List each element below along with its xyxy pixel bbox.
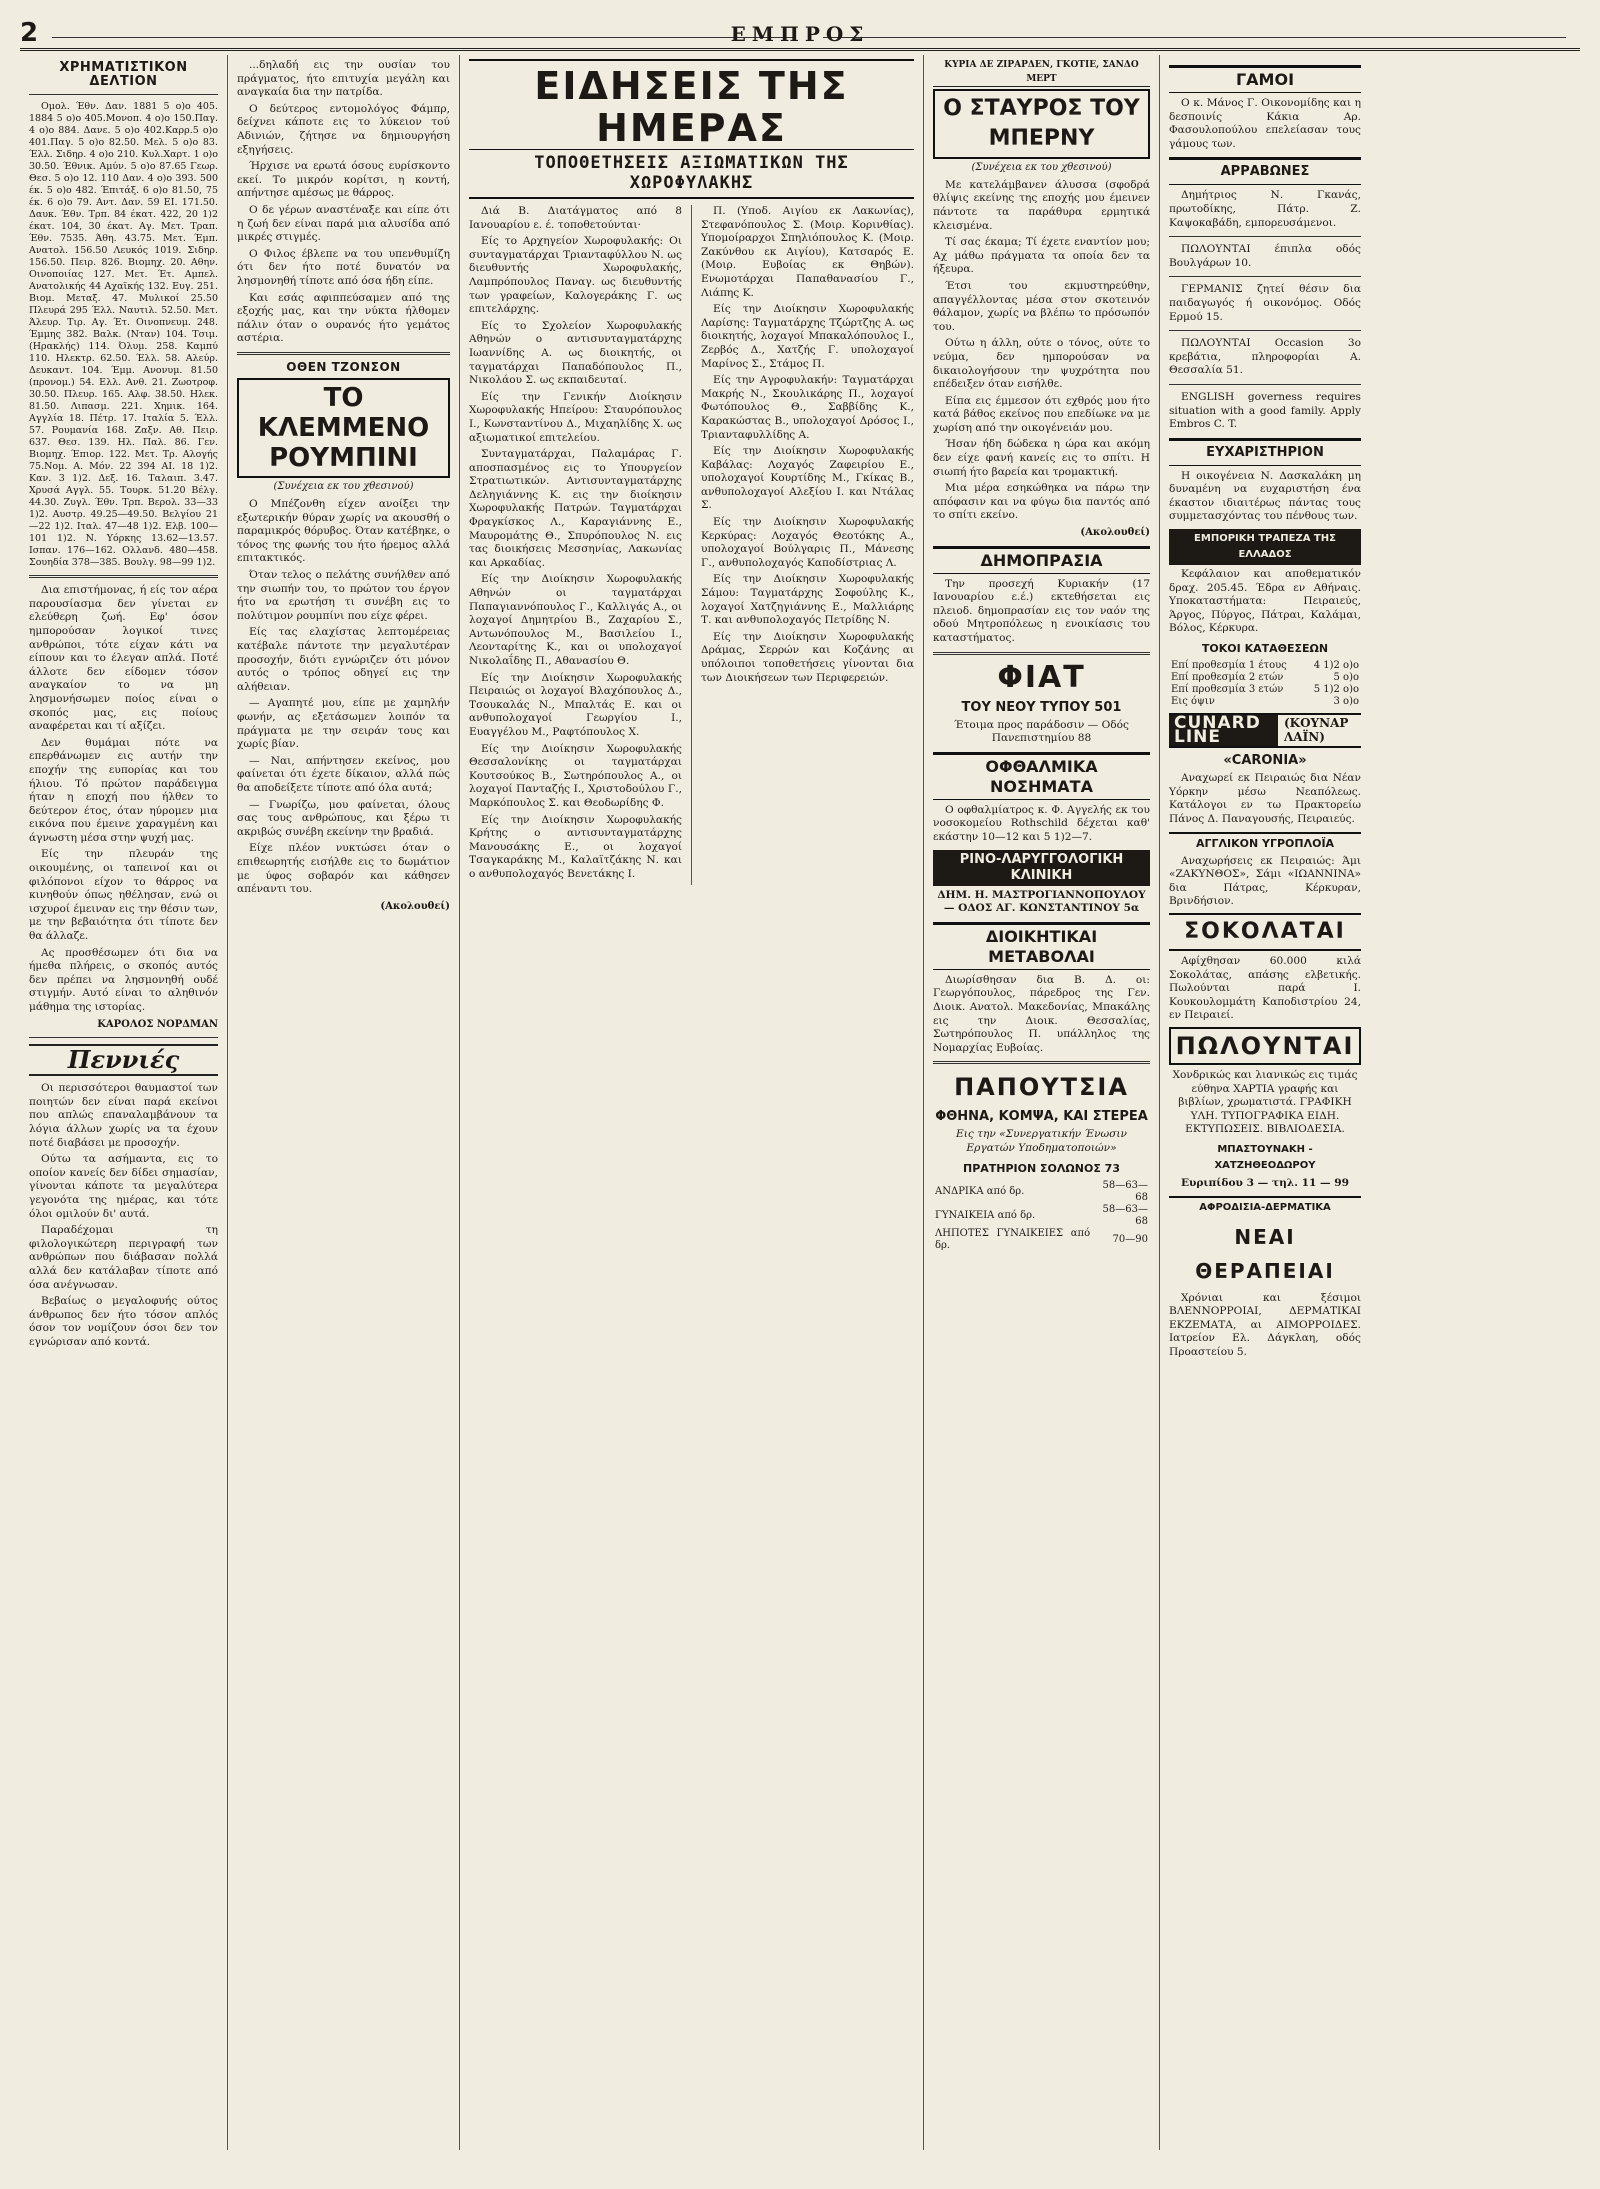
column-2: [228, 55, 460, 2150]
news-paragraph: Είς την Διοίκησιν Χωροφυλακής Δράμας, Σερρών και Κοζάνης αι υπόλοιποι τοποθετήσεις γίνονται δια των Διοικήσεων των Περιφερειών.: [701, 630, 914, 684]
news-paragraph: Είς την Γενικήν Διοίκησιν Χωροφυλακής Ηπείρου: Σταυρόπουλος Ι., Κωνσταντίνου Δ., Μιχαηλίδης Χ. ως αξιωματικοί επιτελείου.: [469, 390, 682, 444]
pennies-title: Πεννιές: [29, 1044, 218, 1076]
news-paragraph: Διά Β. Διατάγματος από 8 Ιανουαρίου ε. έ. τοποθετούνται·: [469, 205, 682, 231]
article-paragraph: Ο Φιλος έβλεπε να του υπενθυμίζη ότι δεν ήτο ποτέ δυνατόν να λησμονηθή τίποτε από όσα ήδη είπε.: [237, 247, 450, 287]
news-left-col: [469, 205, 692, 885]
rate-value: 5 1)2 ο)ο: [1313, 684, 1359, 696]
column-3-4: [460, 55, 924, 2150]
news-paragraph: Είς την Αγροφυλακήν: Ταγματάρχαι Μακρής Ν., Σκουλικάρης Π., λοχαγοί Φωτόπουλος Θ., Σαββίδης Κ., Καρακώστας Β., υπολοχαγοί Δρόσος Ι., Τριανταφυλλίδης Α.: [701, 374, 914, 441]
classified-ad: ENGLISH governess requires situation with a good family. Apply Embros C. T.: [1169, 390, 1361, 431]
price-value: 58—63—68: [1102, 1179, 1148, 1203]
serial-paragraph: Με κατελάμβανεν άλυσσα (σφοδρά θλίψις εκείνης της εποχής μου έμεινεν πάντοτε τα παράθυρα ερμητικά κλεισμένα.: [933, 178, 1150, 232]
news-right-col: [692, 205, 914, 885]
auction-title: ΔΗΜΟΠΡΑΣΙΑ: [933, 546, 1150, 574]
story-paragraph: — Γνωρίζω, μου φαίνεται, όλους σας τους ανθρώπους, και ξέρω τι ακριβώς συνέβη εκείνην την βραδιά.: [237, 798, 450, 838]
clinic-text: Χρόνιαι και ξέσιμοι ΒΛΕΝΝΟΡΡΟΙΑΙ, ΔΕΡΜΑΤΙΚΑΙ ΕΚΖΕΜΑΤΑ, αι ΑΙΜΟΡΡΟΙΔΕΣ. Ιατρείον Ελ. Δάγκλαη, οδός Προαστείου 5.: [1169, 1291, 1361, 1358]
rate-label: Επί προθεσμία 1 έτους: [1171, 660, 1287, 672]
news-headline: ΕΙΔΗΣΕΙΣ ΤΗΣ ΗΜΕΡΑΣ: [534, 64, 849, 150]
table-row: [1169, 660, 1361, 672]
classified-ad: ΓΕΡΜΑΝΙΣ ζητεί θέσιν δια παιδαγωγός ή οικονόμος. Οδός Ερμού 15.: [1169, 283, 1361, 323]
news-paragraph: Είς την Διοίκησιν Χωροφυλακής Αθηνών οι ταγματάρχαι Παπαγιαννόπουλος Γ., Καλλιγάς Α., οι λοχαγοί Δημητρίου Β., Ζαχαρίου Σ., Αντωνόπουλος Μ., Βασιλείου Ι., Λεονταρίτης Κ., και οι υπολοχαγοί Νικολαΐδης Π., Αθανασίου Θ.: [469, 573, 682, 667]
newspaper-page: [20, 14, 1580, 2154]
clinic-headline: ΝΕΑΙ ΘΕΡΑΠΕΙΑΙ: [1195, 1224, 1335, 1283]
masthead: [20, 14, 1580, 51]
serial-paragraph: Μια μέρα εσηκώθηκα να πάρω την απόφασιν και να φύγω δια παντός από το σπίτι εκείνο.: [933, 482, 1150, 522]
article-paragraph: Ο δεύτερος εντομολόγος Φάμπρ, δείχνει κάποτε εις το λύκειον τού Αδινιών, ζήτησε να δημιουργήση εξηγήσεις.: [237, 102, 450, 156]
eye-ad-title: ΟΦΘΑΛΜΙΚΑ ΝΟΣΗΜΑΤΑ: [933, 752, 1150, 800]
divider: [29, 575, 218, 578]
auction-text: Την προσεχή Κυριακήν (17 Ιανουαρίου ε.έ.) εκτεθήσεται εις πλειοδ. δημοπρασίαν εις τον ναόν της οδού Μητροπόλεως η ενοικίασις του καταστήματος.: [933, 577, 1150, 644]
article-paragraph: ...δηλαδή εις την ουσίαν του πράγματος, ήτο επιτυχία μεγάλη και αναγκαία δια την πατρίδα.: [237, 59, 450, 99]
ent-clinic-title: ΡΙΝΟ-ΛΑΡΥΓΓΟΛΟΓΙΚΗ ΚΛΙΝΙΚΗ: [933, 850, 1150, 886]
serial-title: Ο ΣΤΑΥΡΟΣ ΤΟΥ ΜΠΕΡΝΥ: [933, 89, 1150, 159]
stock-bulletin-title: ΧΡΗΜΑΤΙΣΤΙΚΟΝ ΔΕΛΤΙΟΝ: [59, 60, 188, 89]
thanks-title: ΕΥΧΑΡΙΣΤΗΡΙΟΝ: [1169, 438, 1361, 466]
table-row: [933, 1180, 1150, 1204]
news-paragraph: Είς το Σχολείον Χωροφυλακής Αθηνών ο αντισυνταγματάρχης Ιωαννίδης Α. ως διοικητής, οι ταγματάρχαι Παπαδόπουλος Π., Νικολάου Σ. ως εκπαιδευταί.: [469, 319, 682, 387]
story-paragraph: Είχε πλέον νυκτώσει όταν ο επιθεωρητής εισήλθε εις το δωμάτιον με ύφος σοβαρόν και κάθησεν απέναντι του.: [237, 842, 450, 896]
shoes-ad-line2: Εις την «Συνεργατικήν Ένωσιν Εργατών Υποδηματοποιών»: [955, 1128, 1127, 1154]
divider: [1169, 236, 1361, 237]
columns: [20, 55, 1580, 2150]
serial-paragraph: Τί σας έκαμα; Τί έχετε εναντίον μου; Αχ μάθω πράγματα τα οποία δεν τα ήξευρα.: [933, 236, 1150, 276]
essay-signature: ΚΑΡΟΛΟΣ ΝΟΡΔΜΑΝ: [97, 1018, 218, 1030]
story-paragraph: Είς τας ελαχίστας λεπτομέρειας κατέβαλε πάντοτε την μεγαλυτέραν προσοχήν, διότι εγνώριζεν ότι μόνον αυτός ο τρόπος οδηγεί εις την αλήθειαν.: [237, 626, 450, 693]
news-split: [469, 205, 914, 885]
serial-paragraph: Ήσαν ήδη δώδεκα η ώρα και ακόμη δεν είχε φανή κανείς εις το σπίτι. Η σιωπή ήτο βαρεία και τρομακτική.: [933, 438, 1150, 478]
cunard-ad-header: [1169, 713, 1361, 748]
pennies-paragraph: Βεβαίως ο μεγαλοφυής ούτος άνθρωπος δεν ήτο τόσον απλός όσον τον νομίζουν όσοι δεν τον εγνώρισαν από κοντά.: [29, 1295, 218, 1348]
thanks-text: Η οικογένεια Ν. Δασκαλάκη μη δυναμένη να ευχαριστήση ένα έκαστον ιδιαιτέρως πάντας τους συμμετασχόντας του πένθους των.: [1169, 469, 1361, 523]
bank-text: Κεφάλαιον και αποθεματικόν δραχ. 205.45. Έδρα εν Αθήναις. Υποκαταστήματα: Πειραιεύς, Άργος, Πύργος, Πάτραι, Καλάμαι, Βόλος, Κέρκυρα.: [1169, 568, 1361, 635]
shoes-ad-address: ΠΡΑΤΗΡΙΟΝ ΣΟΛΩΝΟΣ 73: [963, 1161, 1120, 1175]
rate-label: Εις όψιν: [1171, 696, 1215, 708]
price-item: ΛΗΠΟΤΕΣ ΓΥΝΑΙΚΕΙΕΣ από δρ.: [935, 1227, 1091, 1251]
serial-section-title: ΟΘΕΝ ΤΖΟΝΣΟΝ: [286, 359, 401, 374]
shoes-ad-line1: ΦΘΗΝΑ, ΚΟΜΨΑ, ΚΑΙ ΣΤΕΡΕΑ: [935, 1109, 1148, 1125]
price-item: ΓΥΝΑΙΚΕΙΑ από δρ.: [935, 1209, 1036, 1221]
story-paragraph: Ο Μπέζονθη είχεν ανοίξει την εξωτερικήν θύραν χωρίς να ακουσθή ο παραμικρός θόρυβος. Όταν κατέβηκε, ο τόνος της φωνής του ήτο ήρεμος αλλά επιτακτικός.: [237, 498, 450, 565]
news-paragraph: Είς την Διοίκησιν Χωροφυλακής Κερκύρας: Λοχαγός Θεοτόκης Α., υπολοχαγοί Βούλγαρις Π., Μάνεσης Γ., ανθυπολοχαγός Καποδίστριας Λ.: [701, 516, 914, 569]
stock-listing: Ομολ. Έθν. Δαν. 1881 5 ο)ο 405. 1884 5 ο)ο 405.Μονοπ. 4 ο)ο 150.Παγ. 4 ο)ο 884. Δανε. 5 ο)ο 402.Καρρ.5 ο)ο 401.Παγ. 5 ο)ο 82.50. Μελ. 5 ο)ο 83. Έλλ. Σιδηρ. 4 ο)ο 210. Κυλ.Χαρτ. 1 ο)ο 30.50. Έθνικ. Αμύν. 5 ο)ο 87.65 Γεωρ. Θεσ. 5 ο)ο 12. 110 Δαν. 4 ο)ο 393. 500 έκ. 5 ο)ο 482. Έπιτάξ. 6 ο)ο 81.50, 75 έκ. 6 ο)ο 79. Αντ. Δαν. 59 ΕΙ. 171.50. Δαυκ. Έθν. Τρπ. 84 έκατ. 422, 20 1)2 έκατ. 104, 30 έκατ. Αγ. Μετ. Τραπ. Έθν. 7535. Άθη. 43.75. Μετ. Έμπ. Ανατολ. 156.50 Λευκός 1019. Σιδηρ. 156.50. Πειρ. 826. Βιομηχ. 20. Αθην. Οινοποιίας 127. Μετ. Έτ. Αμπελ. Ανατολικής 44 Αχαϊκής 132. Ευγ. 251. Βιομ. Μεταξ. 47. Μυλικοί 25.50 Πλευρά 295 Έλλ. Ναυτιλ. 52.50. Μετ. Άλευρ. Τιρ. Αγ. Έτ. Οινοπνευμ. 248. Έμμης 382. Βαλκ. (Νταν) 104. Τσιμ. (Ηρακλής) 114. Όλυμ. 258. Καμπύ 110. Ηλεκτρ. 62.50. Έλλ. 58. Αλεύρ. Δευκαντ. 104. Έμμ. Ανονυμ. 81.50 (προνομ.) 54. Ελλ. Ανθ. 21. Ζωοτροφ. 30.50. Πλευρ. 165. Αλφ. 38.50. Ηλεκ. 81.50. Λιπασμ. 221. Χημικ. 164. Αγγλία 18. Πέτρ. 17. Ιταλία 5. Έλλ. 57. Ρουμανία 168. Ζαξν. Αθ. Πειρ. 637. Θεσ. 139. Ηλ. Παλ. 86. Γεν. Βιομηχ. Έπιορ. 122. Μετ. Τρ. Αλογής 75.Νομ. Α. Μόν. 22 394 ΑΙ. 18 1)2. Καν. 3 1)2. Δεξ. 16. Ταλαιπ. 3.47. Χρυσά Αγγλ. 55. Τουρκ. 51.20 Βέλγ. 44.30. Ζυγλ. Έθν. Τρπ. Βερολ. 33—33 1)2. Αυστρ. 49.25—49.50. Βελγίου 21—22 1)2. Ιταλ. 47—48 1)2. Ελβ. 100—101 1)2. Ν. Υόρκης 13.62—13.57. Ισπαν. 176—162. Ολλανδ. 480—458. Σουηδία 378—385. Βουλγ. 98—99 1)2.: [29, 101, 218, 569]
table-row: [1169, 696, 1361, 708]
article-paragraph: Ο δε γέρων αναστέναξε και είπε ότι η ζωή δεν είναι παρά μια αλυσίδα από μικρές στιγμές.: [237, 203, 450, 244]
shipping-agency-title: ΑΓΓΛΙΚΟΝ ΥΓΡΟΠΛΟΪΑ: [1169, 832, 1361, 852]
chocolate-ad-title: ΣΟΚΟΛΑΤΑΙ: [1169, 913, 1361, 951]
shop-address: Ευριπίδου 3 — τηλ. 11 — 99: [1180, 1176, 1350, 1189]
rate-label: Επί προθεσμία 2 ετών: [1171, 672, 1284, 684]
divider: [933, 652, 1150, 655]
news-paragraph: Είς την Διοίκησιν Χωροφυλακής Θεσσαλονίκης οι ταγματάρχαι Κουτσούκος Β., Σωτηρόπουλος Α., οι λοχαγοί Πανταζής Ι., Χριστοδούλου Γ., Μαρκόπουλος Σ. και Θεοδωρίδης Φ.: [469, 742, 682, 809]
divider: [1169, 384, 1361, 385]
story-paragraph: — Ναι, απήντησεν εκείνος, μου φαίνεται ότι έχετε δίκαιον, αλλά πώς θα αποδείξετε τίποτε από όλα αυτά;: [237, 754, 450, 794]
divider: [237, 352, 450, 355]
article-paragraph: Και εσάς αφιππεύσαμεν από της εξοχής μας, και την νύκτα ήλθομεν πάλιν όταν ο ουρανός ήτο γεμάτος αστέρια.: [237, 291, 450, 345]
news-paragraph: Π. (Υποδ. Αιγίου εκ Λακωνίας), Στεφανόπουλος Σ. (Μοιρ. Κορινθίας). Υπομοίραρχοι Σπηλιόπουλος Κ. (Μοιρ. Ζακύνθου εκ Αιγίου), Κατσαρός Ε. (Μοιρ. Ευβοίας εκ Θηβών). Ενωμοτάρχαι Παπαθανασίου Γ., Λιάπης Κ.: [701, 205, 914, 299]
serial-continues: (Ακολουθεί): [1080, 527, 1150, 539]
sale-ad-text: Χονδρικώς και λιανικώς εις τιμάς εύθηνα ΧΑΡΤΙΑ γραφής και βιβλίων, χρωματιστά. ΓΡΑΦΙΚΗ ΥΛΗ. ΤΥΠΟΓΡΑΦΙΚΑ ΕΙΔΗ. ΕΚΤΥΠΩΣΕΙΣ. ΒΙΒΛΙΟΔΕΣΙΑ.: [1172, 1068, 1358, 1136]
cunard-greek-name: (ΚΟΥΝΑΡ ΛΑΪΝ): [1284, 716, 1349, 744]
cunard-name: CUNARD LINE: [1169, 715, 1278, 746]
serial-story-subtitle: (Συνέχεια εκ του χθεσινού): [273, 481, 414, 493]
divider: [1169, 330, 1361, 331]
divider: [29, 94, 218, 95]
table-row: [1169, 684, 1361, 696]
news-paragraph: Είς την Διοίκησιν Χωροφυλακής Σάμου: Ταγματάρχης Σοφούλης Κ., λοχαγοί Χατζηγιάννης Ε., Μαλλιάρης Τ. και ανθυπολοχαγός Πετρίδης Ν.: [701, 573, 914, 627]
serial-paragraph: Έτσι του εκμυστηρεύθην, απαγγέλλοντας μέσα στον σκοτεινόν θάλαμον, χωρίς να βλέπω το πρόσωπόν του.: [933, 279, 1150, 333]
weddings-text: Ο κ. Μάνος Γ. Οικονομίδης και η δεσποινίς Κάκια Αρ. Φασουλοπούλου επελείασαν τους γάμους των.: [1169, 97, 1361, 150]
news-paragraph: Είς την Διοίκησιν Χωροφυλακής Καβάλας: Λοχαγός Ζαφειρίου Ε., υπολοχαγοί Κουρτίδης Μ., Γκίκας Β., ανθυπολοχαγοί Αλεξίου Ι. και Ντάλας Σ.: [701, 445, 914, 512]
fiat-ad-title: ΦΙΑΤ: [997, 659, 1086, 695]
essay-paragraph: Ας προσθέσωμεν ότι δια να ήμεθα πλήρεις, ο σκοπός αυτός δεν πρέπει να λησμονηθή ουδέ στιγμήν. Αυτό είναι το αληθινόν μάθημα της ιστορίας.: [29, 946, 218, 1013]
table-row: [933, 1228, 1150, 1252]
essay-paragraph: Δεν θυμάμαι πότε να επερθάνωμεν εις αυτήν την εποχήν της ευπορίας και του ήλιου. Τό πρώτον παράδειγμα ήταν η εποχή που ήλθεν το δεύτερον έτος, όταν ηύρομεν μια εικόνα που έμεινε χαραγμένη και άγνωστη μέσα στην ψυχή μας.: [29, 736, 218, 844]
serial-paragraph: Ούτω η άλλη, ούτε ο τόνος, ούτε το νεύμα, δεν ημπορούσαν να δικαιολογήσουν την ψυχρότητα που επέδειξεν όταν εισήλθε.: [933, 337, 1150, 391]
rate-value: 4 1)2 ο)ο: [1313, 660, 1359, 672]
pennies-paragraph: Παραδέχομαι τη φιλολογικώτερη περιγραφή των ανθρώπων που διάβασαν πολλά αλλά δεν κατάλαβαν τίποτε από όσα ανέγνωσαν.: [29, 1224, 218, 1291]
news-section-title: ΔΙΟΙΚΗΤΙΚΑΙ ΜΕΤΑΒΟΛΑΙ: [933, 922, 1150, 970]
cunard-text: Αναχωρεί εκ Πειραιώς δια Νέαν Υόρκην μέσω Νεαπόλεως. Κατάλογοι εν τω Πρακτορείω Πάνος Δ. Παναγουσής, Πειραιεύς.: [1169, 772, 1361, 825]
weddings-title: ΓΑΜΟΙ: [1169, 65, 1361, 93]
page-number: 2: [20, 18, 39, 48]
news-subheadline: ΤΟΠΟΘΕΤΗΣΕΙΣ ΑΞΙΩΜΑΤΙΚΩΝ ΤΗΣ ΧΩΡΟΦΥΛΑΚΗΣ: [469, 149, 914, 193]
table-row: [933, 1204, 1150, 1228]
shoes-ad-title: ΠΑΠΟΥΤΣΙΑ: [954, 1073, 1129, 1102]
classified-ad: ΠΩΛΟΥΝΤΑΙ έπιπλα οδός Βουλγάρων 10.: [1169, 243, 1361, 269]
divider: [933, 1061, 1150, 1064]
deposit-rates-table: [1169, 660, 1361, 708]
table-row: [1169, 672, 1361, 684]
engagements-title: ΑΡΡΑΒΩΝΕΣ: [1169, 157, 1361, 185]
shipping-agency-text: Αναχωρήσεις εκ Πειραιώς: Άμι «ΖΑΚΥΝΘΟΣ», Σάμι «ΙΩΑΝΝΙΝΑ» δια Πάτρας, Κέρκυραν, Βρινδήσιον.: [1169, 854, 1361, 908]
news-paragraph: Είς την Διοίκησιν Χωροφυλακής Λαρίσης: Ταγματάρχης Τζώρτζης Α. ως διοικητής, λοχαγοί Μπακαλόπουλος Ι., Ζερβός Δ., Χατζής Γ. υπολοχαγοί Μαρίνος Σ., Στάμος Π.: [701, 303, 914, 370]
serial-paragraph: Είπα εις έμμεσον ότι εχθρός μου ήτο κατά βάθος εκείνος που επεδίωκε να με χωρίση από την οικογένειάν μου.: [933, 394, 1150, 434]
story-continues: (Ακολουθεί): [380, 900, 450, 912]
fiat-ad-text: Έτοιμα προς παράδοσιν — Οδός Πανεπιστημίου 88: [954, 718, 1129, 745]
sale-ad-title: ΠΩΛΟΥΝΤΑΙ: [1169, 1027, 1361, 1065]
shop-name: ΜΠΑΣΤΟΥΝΑΚΗ - ΧΑΤΖΗΘΕΟΔΩΡΟΥ: [1214, 1143, 1316, 1171]
serial-kicker: ΚΥΡΙΑ ΔΕ ΖΙΡΑΡΔΕΝ, ΓΚΟΤΙΕ, ΣΑΝΔΟ ΜΕΡΤ: [933, 59, 1150, 87]
column-6: [1160, 55, 1370, 2150]
article-paragraph: Ήρχισε να ερωτά όσους ευρίσκοντο εκεί. Το μικρόν κορίτσι, η κοντή, απήντησε αμέσως με θάρρος.: [237, 160, 450, 200]
news-paragraph: Είς την Διοίκησιν Χωροφυλακής Πειραιώς οι λοχαγοί Βλαχόπουλος Δ., Τσουκαλάς Ν., Μπαλτάς Ε. και οι ανθυπολοχαγοί Γεωργίου Ι., Ευαγγέλου Μ., Ραφτόπουλος Χ.: [469, 671, 682, 738]
clinic-title: ΑΦΡΟΔΙΣΙΑ-ΔΕΡΜΑΤΙΚΑ: [1169, 1196, 1361, 1216]
column-1: [20, 55, 228, 2150]
deposit-rates-title: ΤΟΚΟΙ ΚΑΤΑΘΕΣΕΩΝ: [1201, 642, 1329, 656]
divider: [1169, 276, 1361, 277]
fiat-ad-subtitle: ΤΟΥ ΝΕΟΥ ΤΥΠΟΥ 501: [961, 699, 1122, 715]
pennies-paragraph: Οι περισσότεροι θαυμαστοί των ποιητών δεν είναι παρά εκείνοι που απλώς επαναλαμβάνουν τα λόγια άλλων χωρίς να τα έχουν ποτέ διαβάσει με προσοχήν.: [29, 1082, 218, 1149]
price-value: 70—90: [1112, 1233, 1148, 1245]
chocolate-ad-text: Αφίχθησαν 60.000 κιλά Σοκολάτας, απάσης ελβετικής. Πωλούνται παρά Ι. Κουκουλομμάτη Καποδιστρίου 24, εν Πειραιεί.: [1169, 954, 1361, 1022]
column-5: [924, 55, 1160, 2150]
paper-name: ΕΜΠΡΟΣ: [730, 22, 870, 46]
news-paragraph: Συνταγματάρχαι, Παλαμάρας Γ. αποσπασμένος εις το Υπουργείον Στρατιωτικών. Αντισυνταγματάρχης Δεληγιάννης Κ. εις την διοίκησιν Χωροφυλακής Πατρών. Ταγματάρχαι Φραγκίσκος Λ., Καραγιάννης Ε., Μαυρομάτης Θ., Σπυρόπουλος Ν. εις τας διοικήσεις Μεσσηνίας, Λακωνίας και Αρκαδίας.: [469, 448, 682, 569]
cunard-ship: «CARONIA»: [1223, 753, 1307, 769]
masthead-rule: [52, 37, 795, 38]
news-paragraph: Είς την Διοίκησιν Χωροφυλακής Κρήτης ο αντισυνταγματάρχης Μανουσάκης Ε., οι λοχαγοί Τσαγκαράκης Μ., Καλαϊτζάκης Ν. και ο ανθυπολοχαγός Βενετάκης Ι.: [469, 813, 682, 880]
story-paragraph: Όταν τελος ο πελάτης συνήλθεν από την σιωπήν του, το πρώτον του έργον ήτο να ερωτήση τι συνέβη εις το πολύτιμον ρουμπίνι που είχε φέρει.: [237, 569, 450, 622]
rate-value: 3 ο)ο: [1333, 696, 1359, 708]
news-paragraph: Είς το Αρχηγείον Χωροφυλακής: Οι συνταγματάρχαι Τριανταφύλλου Ν. ως διευθυντής Χωροφυλακής, Λαμπρόπουλος Παναγ. ως διευθυντής των γραφείων, Καλογεράκης Γ. ως επιτελάρχης.: [469, 235, 682, 316]
eye-ad-text: Ο οφθαλμίατρος κ. Φ. Αγγελής εκ του νοσοκομείου Rothschild δέχεται καθ' εκάστην 10—12 και 5 1)2—7.: [933, 803, 1150, 843]
serial-subtitle: (Συνέχεια εκ του χθεσινού): [971, 162, 1112, 174]
price-item: ΑΝΔΡΙΚΑ από δρ.: [935, 1185, 1025, 1197]
rate-value: 5 ο)ο: [1333, 672, 1359, 684]
story-paragraph: — Αγαπητέ μου, είπε με χαμηλήν φωνήν, ας εξετάσωμεν λοιπόν τα πράγματα με την σειράν τους και χωρίς βίαν.: [237, 697, 450, 751]
news-section-text: Διωρίσθησαν δια Β. Δ. οι: Γεωργόπουλος, πάρεδρος της Γεν. Διοικ. Ανατολ. Μακεδονίας, Μπακάλης εις την Διοικ. Θεσσαλίας, Σωτηρόπουλος Π. υπάλληλος της Νομαρχίας Ευβοίας.: [933, 973, 1150, 1054]
masthead-rule-right: [823, 37, 1566, 38]
divider: [29, 1037, 218, 1038]
ent-clinic-text: ΔΗΜ. Η. ΜΑΣΤΡΟΓΙΑΝΝΟΠΟΥΛΟΥ — ΟΔΟΣ ΑΓ. ΚΩΝΣΤΑΝΤΙΝΟΥ 5α: [937, 888, 1146, 915]
essay-paragraph: Δια επιστήμονας, ή είς τον αέρα παρουσίασμα δεν γίνεται εν ελεύθερη ζωή. Εφ' όσον ημπορούσαν λογικοί τινες ανθρώποι, τότε είχαν κάτι να είπουν και το έλεγαν απλά. Ποτέ άλλοτε δεν είδομεν τόσον αναγκαίον το να μη λησμονήσωμεν ποίος είναι ο σκοπός μας, εις ποίους αναφέρεται και τί αξίζει.: [29, 584, 218, 733]
essay-paragraph: Είς την πλευράν της οικουμένης, οι ταπεινοί και οι φιλόπονοι είχον το θάρρος να κινηθούν όπως ηθέλησαν, ενώ οι ισχυροί έμειναν εις την θέσιν των, με την βεβαιότητα ότι τίποτε δεν θα άλλαζε.: [29, 848, 218, 943]
bank-title: ΕΜΠΟΡΙΚΗ ΤΡΑΠΕΖΑ ΤΗΣ ΕΛΛΑΔΟΣ: [1169, 529, 1361, 565]
rate-label: Επί προθεσμία 3 ετών: [1171, 684, 1284, 696]
news-headline-box: [469, 59, 914, 199]
serial-story-title: ΤΟ ΚΛΕΜΜΕΝΟ ΡΟΥΜΠΙΝΙ: [237, 378, 450, 478]
shoes-price-table: [933, 1180, 1150, 1252]
price-value: 58—63—68: [1102, 1203, 1148, 1227]
classified-ad: ΠΩΛΟΥΝΤΑΙ Occasion 3ο κρεβάτια, πληροφορίαι Α. Θεσσαλία 51.: [1169, 337, 1361, 377]
engagements-text: Δημήτριος Ν. Γκανάς, πρωτοδίκης, Πάτρ. Ζ. Καψοκαβάδη, εμπορευσάμενοι.: [1169, 189, 1361, 229]
pennies-paragraph: Ούτω τα ασήμαντα, εις το οποίον κανείς δεν δίδει σημασίαν, γίνονται κάποτε τα μεγαλύτερα γεγονότα της ημέρας, και τότε όλοι ομιλούν δι' αυτά.: [29, 1153, 218, 1220]
